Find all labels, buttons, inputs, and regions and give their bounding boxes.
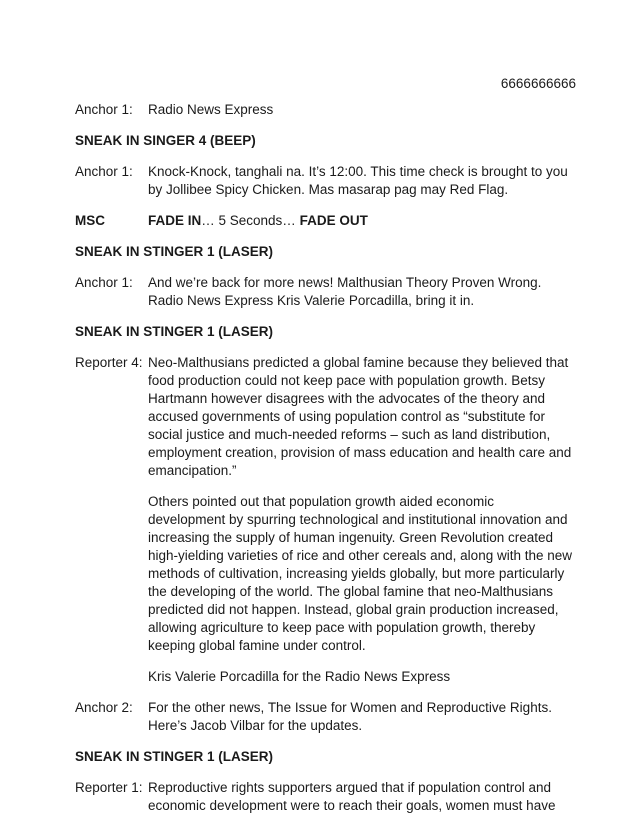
speaker-label: Anchor 1: [75,102,133,117]
cue-heading: SNEAK IN STINGER 1 (LASER) [75,244,274,259]
speaker-label: Reporter 4: [75,355,143,370]
music-instruction [148,212,575,230]
speaker-label: Reporter 1: [75,780,143,795]
speaker-label: Anchor 1: [75,164,133,179]
report-signoff: Kris Valerie Porcadilla for the Radio News Express [148,669,451,684]
script-line [75,779,575,815]
speaker-text: And we’re back for more news! Malthusian Theory Proven Wrong. Radio News Express Kris Valerie Porcadilla, bring it in. [148,275,542,308]
fade-duration-text: … 5 Seconds… [201,213,300,228]
speaker-text [148,354,575,686]
speaker-text: For the other news, The Issue for Women and Reproductive Rights. Here’s Jacob Vilbar for the updates. [148,700,552,733]
report-paragraph: Neo-Malthusians predicted a global famine because they believed that food production could not keep pace with population growth. Betsy Hartmann however disagrees with the advocates of the theory and accused governments of using population control as “substitute for social justice and much-needed reforms – such as land distribution, employment creation, provision of mass education and health care and emancipation.” [148,355,572,478]
speaker-text: Reproductive rights supporters argued that if population control and economic development were to reach their goals, women must have [148,780,556,813]
script-line [75,274,575,310]
fade-out-text: FADE OUT [299,213,368,228]
script-line [75,163,575,199]
cue-heading: SNEAK IN STINGER 1 (LASER) [75,324,274,339]
cue-heading: SNEAK IN SINGER 4 (BEEP) [75,133,256,148]
fade-in-text: FADE IN [148,213,202,228]
script-line [75,101,575,119]
music-cue [75,212,575,230]
music-label: MSC [75,213,105,228]
script-line [75,699,575,735]
speaker-text: Radio News Express [148,102,274,117]
speaker-label: Anchor 1: [75,275,133,290]
script-line [75,354,575,686]
speaker-label: Anchor 2: [75,700,133,715]
report-paragraph: Others pointed out that population growth aided economic development by spurring technological and institutional innovation and increasing the supply of human ingenuity. Green Revolution created high-yielding varieties of rice and other cereals and, along with the new methods of cultivation, increasing yields globally, but more particularly the developing of the world. The global famine that neo-Malthusians predicted did not happen. Instead, global grain production increased, allowing agriculture to keep pace with population growth, thereby keeping global famine under control. [148,494,572,653]
cue-heading: SNEAK IN STINGER 1 (LASER) [75,749,274,764]
script-body [75,101,575,828]
speaker-text: Knock-Knock, tanghali na. It’s 12:00. This time check is brought to you by Jollibee Spicy Chicken. Mas masarap pag may Red Flag. [148,164,568,197]
page-number: 6666666666 [500,76,576,91]
